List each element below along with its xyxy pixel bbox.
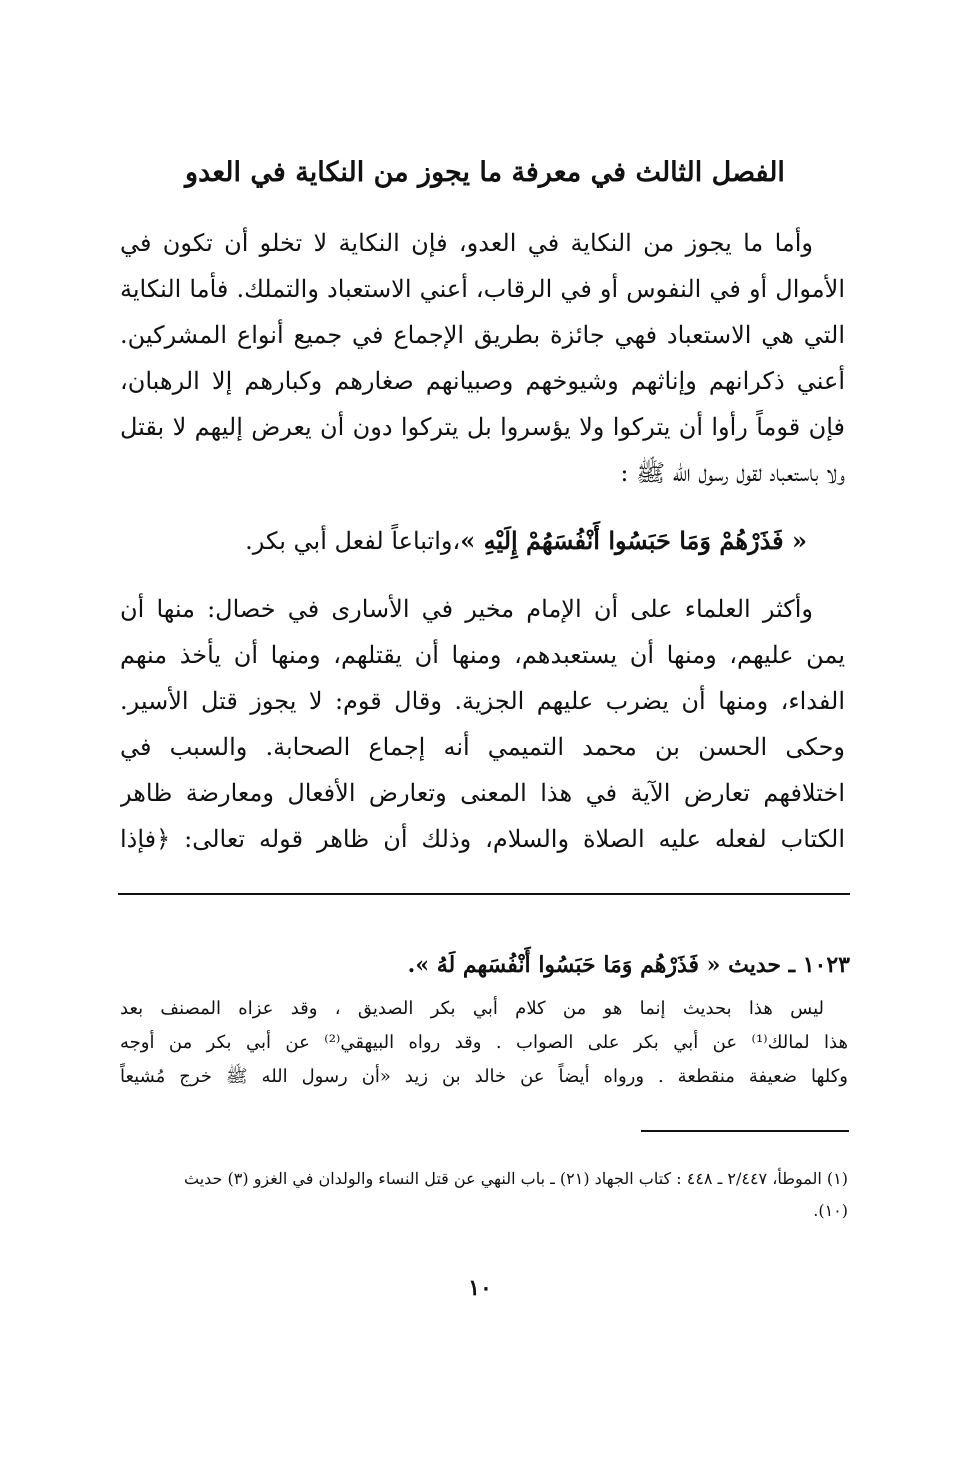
footnote-line: (١٠). <box>813 1201 848 1220</box>
body-line: فإن قوماً رأوا أن يتركوا ولا يؤسروا بل يتركوا دون أن يعرض إليهم لا بقتل <box>120 413 845 441</box>
chapter-title: الفصل الثالث في معرفة ما يجوز من النكاية في العدو <box>185 157 785 188</box>
note-line: ليس هذا بحديث إنما هو من كلام أبي بكر الصديق ، وقد عزاه المصنف بعد <box>120 998 824 1019</box>
body-line: الكتاب لفعله عليه الصلاة والسلام، وذلك أن ظاهر قوله تعالى: ﴿فإذا <box>120 825 845 853</box>
paragraph-gap <box>120 496 845 518</box>
body-line: وأكثر العلماء على أن الإمام مخير في الأسارى في خصال: منها أن <box>120 595 813 623</box>
note-line: هذا لمالك⁽¹⁾ عن أبي بكر على الصواب . وقد رواه البيهقي⁽²⁾ عن أبي بكر من أوجه <box>120 1032 848 1053</box>
footnote-divider <box>641 1130 849 1132</box>
note-line: وكلها ضعيفة منقطعة . ورواه أيضاً عن خالد بن زيد «أن رسول الله ﷺ خرج مُشيعاً <box>120 1066 848 1087</box>
body-line: التي هي الاستعباد فهي جائزة بطريق الإجماع في جميع أنواع المشركين. <box>120 321 845 349</box>
main-text <box>120 220 845 862</box>
takhrij-note <box>120 992 848 1094</box>
footnote-line: (١) الموطأ، ٢/٤٤٧ ـ ٤٤٨ : كتاب الجهاد (٢١) ـ باب النهي عن قتل النساء والولدان في الغزو (٣) حديث <box>183 1169 848 1188</box>
body-line: يمن عليهم، ومنها أن يستعبدهم، ومنها أن يقتلهم، ومنها أن يأخذ منهم <box>120 641 845 669</box>
paragraph-gap <box>120 564 845 586</box>
footnotes <box>120 1163 848 1227</box>
body-line: ولا باستعباد لقول رسول الله ﷺ : <box>620 459 845 487</box>
hadith-text: « فَذَرْهُمْ وَمَا حَبَسُوا أَنْفُسَهُمْ إِلَيْهِ » <box>460 526 807 555</box>
main-text-divider <box>118 893 850 895</box>
body-line: وأما ما يجوز من النكاية في العدو، فإن النكاية لا تخلو أن تكون في <box>120 229 813 257</box>
page-number: ١٠ <box>468 1275 492 1301</box>
body-line: أعني ذكرانهم وإناثهم وشيوخهم وصبيانهم صغارهم وكبارهم إلا الرهبان، <box>120 367 845 395</box>
hadith-continuation: ،واتباعاً لفعل أبي بكر. <box>245 527 461 555</box>
body-line: الفداء، ومنها أن يضرب عليهم الجزية. وقال قوم: لا يجوز قتل الأسير. <box>120 687 845 715</box>
body-line: الأموال أو في النفوس أو في الرقاب، أعني الاستعباد والتملك. فأما النكاية <box>120 275 845 303</box>
takhrij-heading: ١٠٢٣ ـ حديث « فَذَرْهُم وَمَا حَبَسُوا أَنْفُسَهم لَهُ ». <box>407 952 850 978</box>
body-line: وحكى الحسن بن محمد التميمي أنه إجماع الصحابة. والسبب في <box>120 733 845 761</box>
hadith-quote <box>120 518 845 564</box>
body-line: اختلافهم تعارض الآية في هذا المعنى وتعارض الأفعال ومعارضة ظاهر <box>120 779 845 807</box>
